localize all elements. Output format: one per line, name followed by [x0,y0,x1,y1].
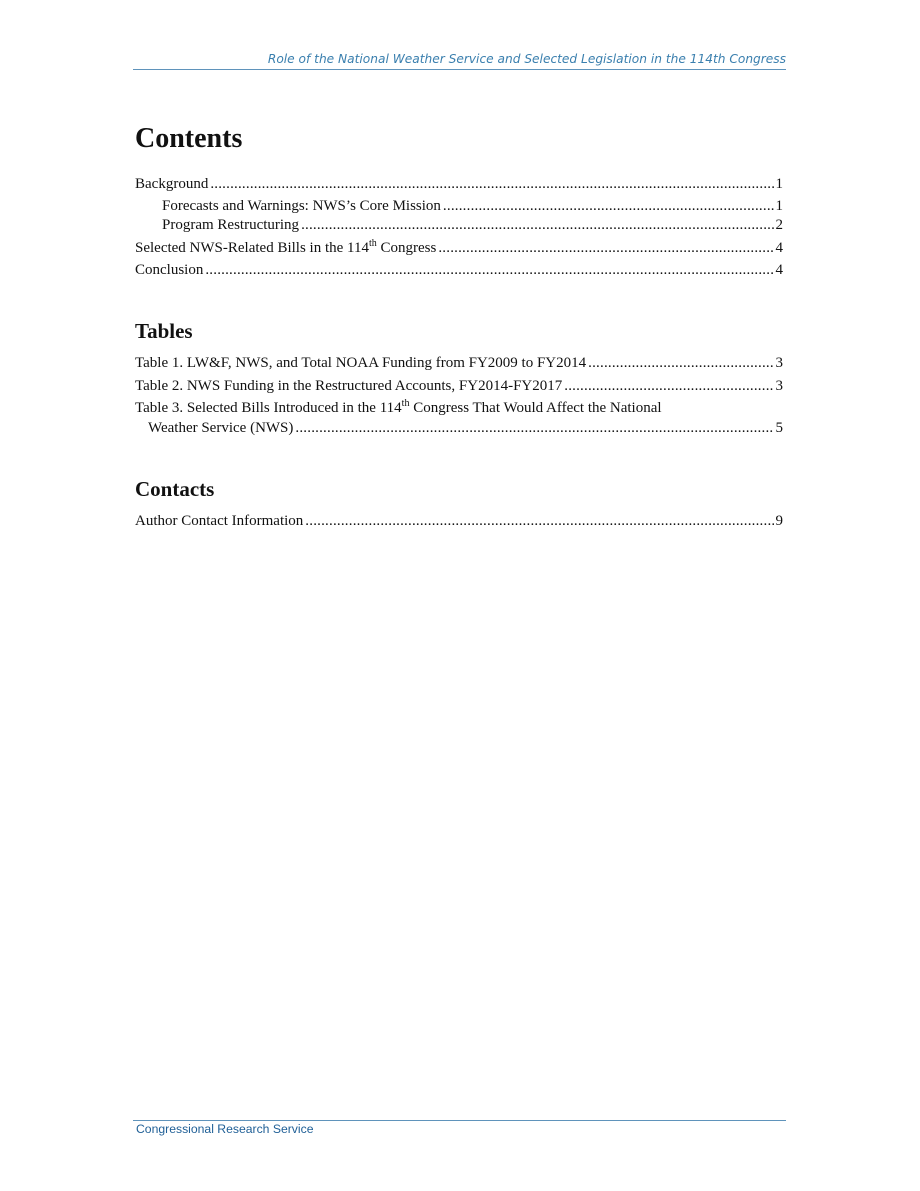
toc-page-number: 1 [775,176,783,192]
toc-entry-label: Conclusion [135,262,204,278]
toc-entry-label: Author Contact Information [135,513,304,529]
contacts-heading: Contacts [135,477,215,501]
dot-leader [210,174,773,194]
toc-entry-label: Program Restructuring [162,217,300,233]
dot-leader [443,196,774,216]
toc-entry-label: Selected NWS-Related Bills in the 114th Congress [135,238,437,256]
toc-entry-label: Forecasts and Warnings: NWS’s Core Mission [162,198,441,214]
toc-entry-forecasts-warnings[interactable] [162,196,783,216]
toc-entry-table-3-line-2[interactable] [148,418,783,438]
toc-entry-program-restructuring[interactable] [162,215,783,235]
tables-heading: Tables [135,319,193,343]
toc-page-number: 2 [775,217,783,233]
toc-entry-table-3-line-1[interactable]: Table 3. Selected Bills Introduced in the 114th Congress That Would Affect the National [135,398,662,416]
dot-leader [205,260,773,280]
toc-entry-table-1[interactable] [135,353,783,373]
dot-leader [301,215,773,235]
toc-page-number: 4 [775,240,783,256]
toc-entry-background[interactable] [135,174,783,194]
toc-entry-conclusion[interactable] [135,260,783,280]
toc-entry-label: Table 2. NWS Funding in the Restructured Accounts, FY2014-FY2017 [135,378,563,394]
toc-page-number: 3 [775,355,783,371]
footer-org: Congressional Research Service [136,1122,314,1136]
dot-leader [295,418,773,438]
dot-leader [438,238,773,258]
toc-page-number: 3 [775,378,783,394]
toc-entry-label: Background [135,176,209,192]
dot-leader [305,511,773,531]
running-header: Role of the National Weather Service and Selected Legislation in the 114th Congress [267,52,786,66]
toc-entry-selected-bills[interactable] [135,238,783,258]
toc-entry-label: Table 1. LW&F, NWS, and Total NOAA Funding from FY2009 to FY2014 [135,355,587,371]
toc-page-number: 4 [775,262,783,278]
toc-entry-label: Weather Service (NWS) [148,420,294,436]
dot-leader [588,353,773,373]
toc-page-number: 5 [775,420,783,436]
dot-leader [564,376,773,396]
toc-page-number: 9 [775,513,783,529]
footer-rule [133,1120,786,1121]
contents-heading: Contents [135,123,243,154]
toc-page-number: 1 [775,198,783,214]
toc-entry-table-2[interactable] [135,376,783,396]
toc-entry-author-contact[interactable] [135,511,783,531]
header-rule [133,69,786,70]
